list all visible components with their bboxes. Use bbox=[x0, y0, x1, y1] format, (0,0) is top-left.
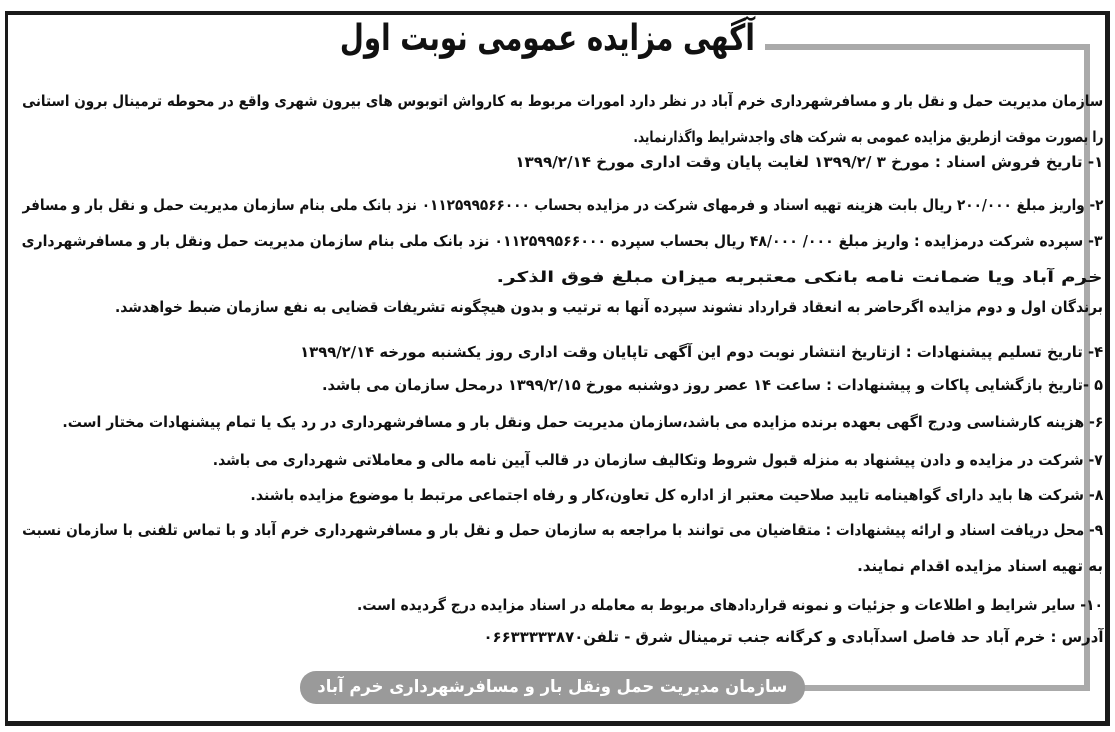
item-7: ۷- شرکت در مزایده و دادن پیشنهاد به منزله قبول شروط وتکالیف سازمان در قالب آیین نامه مالی و معاملاتی شهرداری می باشد. bbox=[213, 451, 1103, 469]
item-2: ۲- واریز مبلغ ۲۰۰/۰۰۰ ریال بابت هزینه تهیه اسناد و فرمهای شرکت در مزایده بحساب ۰۱۱۲۵۹۹۵۶۶۰۰۰ نزد بانک ملی بنام سازمان مدیریت حمل و نقل بار و مسافر bbox=[22, 196, 1103, 214]
item-5: ۵ -تاریخ بازگشایی پاکات و پیشنهادات : ساعت ۱۴ عصر روز دوشنبه مورخ ۱۳۹۹/۲/۱۵ درمحل سازمان می باشد. bbox=[322, 376, 1103, 394]
item-9-cont: به تهیه اسناد مزایده اقدام نمایند. bbox=[857, 557, 1103, 575]
frame-rule-bottom bbox=[800, 685, 1090, 691]
title-rule bbox=[765, 44, 1090, 50]
item-6: ۶- هزینه کارشناسی ودرج اگهی بعهده برنده مزایده می باشد،سازمان مدیریت حمل ونقل بار و مسافرشهرداری در رد یک یا تمام پیشنهادات مختار است. bbox=[62, 413, 1103, 431]
address: آدرس : خرم آباد حد فاصل اسدآبادی و کرگانه جنب ترمینال شرق - تلفن۰۶۶۳۳۳۳۳۸۷۰ bbox=[483, 628, 1103, 646]
item-8: ۸- شرکت ها باید دارای گواهینامه تایید صلاحیت معتبر از اداره کل تعاون،کار و رفاه اجتماعی مرتبط با موضوع مزایده باشند. bbox=[250, 486, 1103, 504]
intro-line: را بصورت موقت ازطریق مزایده عمومی به شرکت های واجدشرایط واگذارنماید. bbox=[633, 128, 1103, 146]
ad-border bbox=[5, 11, 1110, 726]
item-9: ۹- محل دریافت اسناد و ارائه پیشنهادات : متقاضیان می توانند با مراجعه به سازمان حمل و نقل بار و مسافرشهرداری خرم آباد و با تماس تلفنی با سازمان نسبت bbox=[22, 521, 1103, 539]
intro-line: سازمان مدیریت حمل و نقل بار و مسافرشهرداری خرم آباد در نظر دارد امورات مربوط به کارواش اتوبوس های بیرون شهری واقع در محوطه ترمینال برون استانی bbox=[22, 92, 1103, 110]
item-10: ۱۰- سایر شرایط و اطلاعات و جزئیات و نمونه قراردادهای مربوط به معامله در اسناد مزایده درج گردیده است. bbox=[357, 596, 1103, 614]
winners-note: برندگان اول و دوم مزایده اگرحاضر به انعقاد قرارداد نشوند سپرده آنها به ترتیب و بدون هیچگونه تشریفات قضایی به نفع سازمان ضبط خواهدشد. bbox=[115, 298, 1103, 316]
item-1: ۱- تاریخ فروش اسناد : مورخ ۳ /۱۳۹۹/۲ لغایت پایان وقت اداری مورخ ۱۳۹۹/۲/۱۴ bbox=[515, 153, 1103, 171]
item-3: ۳- سپرده شرکت درمزایده : واریز مبلغ ۰۰۰/ ۴۸/۰۰۰ ریال بحساب سپرده ۰۱۱۲۵۹۹۵۶۶۰۰۰ نزد بانک ملی بنام سازمان مدیریت حمل ونقل بار و مسافرشهرداری bbox=[22, 232, 1103, 250]
organization-banner: سازمان مدیریت حمل ونقل بار و مسافرشهرداری خرم آباد bbox=[300, 671, 805, 704]
item-3-cont: خرم آباد ویا ضمانت نامه بانکی معتبربه میزان مبلغ فوق الذکر. bbox=[497, 268, 1103, 286]
item-4: ۴- تاریخ تسلیم پیشنهادات : ازتاریخ انتشار نوبت دوم این آگهی تاپایان وقت اداری روز یکشنبه مورخه ۱۳۹۹/۲/۱۴ bbox=[300, 343, 1103, 361]
page-title: آگهی مزایده عمومی نوبت اول bbox=[340, 18, 755, 59]
